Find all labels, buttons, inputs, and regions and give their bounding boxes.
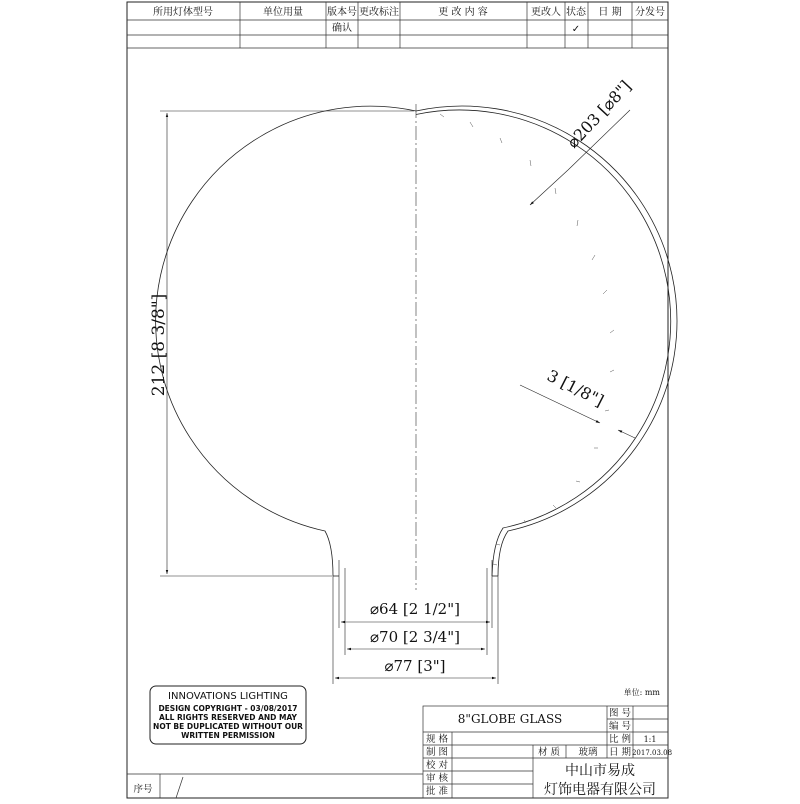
scale-label: 比 例 [608, 734, 632, 745]
drawing-title: 8"GLOBE GLASS [457, 712, 563, 726]
review-label: 审 核 [425, 773, 449, 784]
copyright-company: INNOVATIONS LIGHTING [168, 691, 288, 702]
header-version: 版本号 [327, 7, 357, 18]
wall-hatch [440, 114, 614, 565]
date-label: 日 期 [608, 747, 632, 758]
check-label: 校 对 [425, 760, 449, 771]
header-dist: 分发号 [635, 7, 665, 18]
drawing-no-label: 图 号 [608, 708, 632, 719]
neck-inner-label: ⌀64 [2 1/2"] [370, 600, 460, 618]
material-label: 材 质 [537, 747, 561, 758]
approve-label: 批 准 [425, 786, 449, 797]
draw-label: 制 图 [425, 747, 449, 758]
scale-value: 1:1 [643, 735, 657, 744]
thickness-label: 3 [1/8"] [544, 365, 607, 411]
copyright-line2: ALL RIGHTS RESERVED AND MAY [159, 713, 297, 722]
header-content: 更 改 内 容 [438, 7, 488, 18]
header-status: 状态 [566, 7, 586, 18]
header-mark: 更改标注 [359, 7, 399, 18]
copyright-line1: DESIGN COPYRIGHT - 03/08/2017 [158, 704, 298, 713]
row-confirm: 确认 [332, 23, 352, 34]
header-model: 所用灯体型号 [153, 7, 213, 18]
height-label: 212 [8 3/8"] [149, 293, 169, 397]
neck-outer-label: ⌀77 [3"] [384, 657, 446, 675]
globe-outline [156, 106, 677, 576]
unit-label: 单位: mm [623, 688, 660, 697]
company-line2: 灯饰电器有限公司 [544, 782, 656, 798]
date-value: 2017.03.08 [631, 749, 673, 757]
copyright-line4: WRITTEN PERMISSION [181, 731, 275, 740]
neck-mid-label: ⌀70 [2 3/4"] [370, 628, 460, 646]
copyright-line3: NOT BE DUPLICATED WITHOUT OUR [153, 722, 303, 731]
material-value: 玻璃 [578, 747, 598, 758]
spec-label: 规 格 [425, 734, 449, 745]
sequence-label: 序号 [133, 784, 153, 795]
header-person: 更改人 [531, 7, 561, 18]
height-dimension [160, 111, 414, 576]
header-qty: 单位用量 [263, 7, 303, 18]
code-label: 编 号 [608, 721, 632, 732]
status-check-icon: ✓ [571, 24, 581, 35]
company-line1: 中山市易成 [565, 763, 635, 779]
diameter-label: ⌀203 [⌀8"] [563, 76, 635, 152]
header-date: 日 期 [598, 7, 622, 18]
